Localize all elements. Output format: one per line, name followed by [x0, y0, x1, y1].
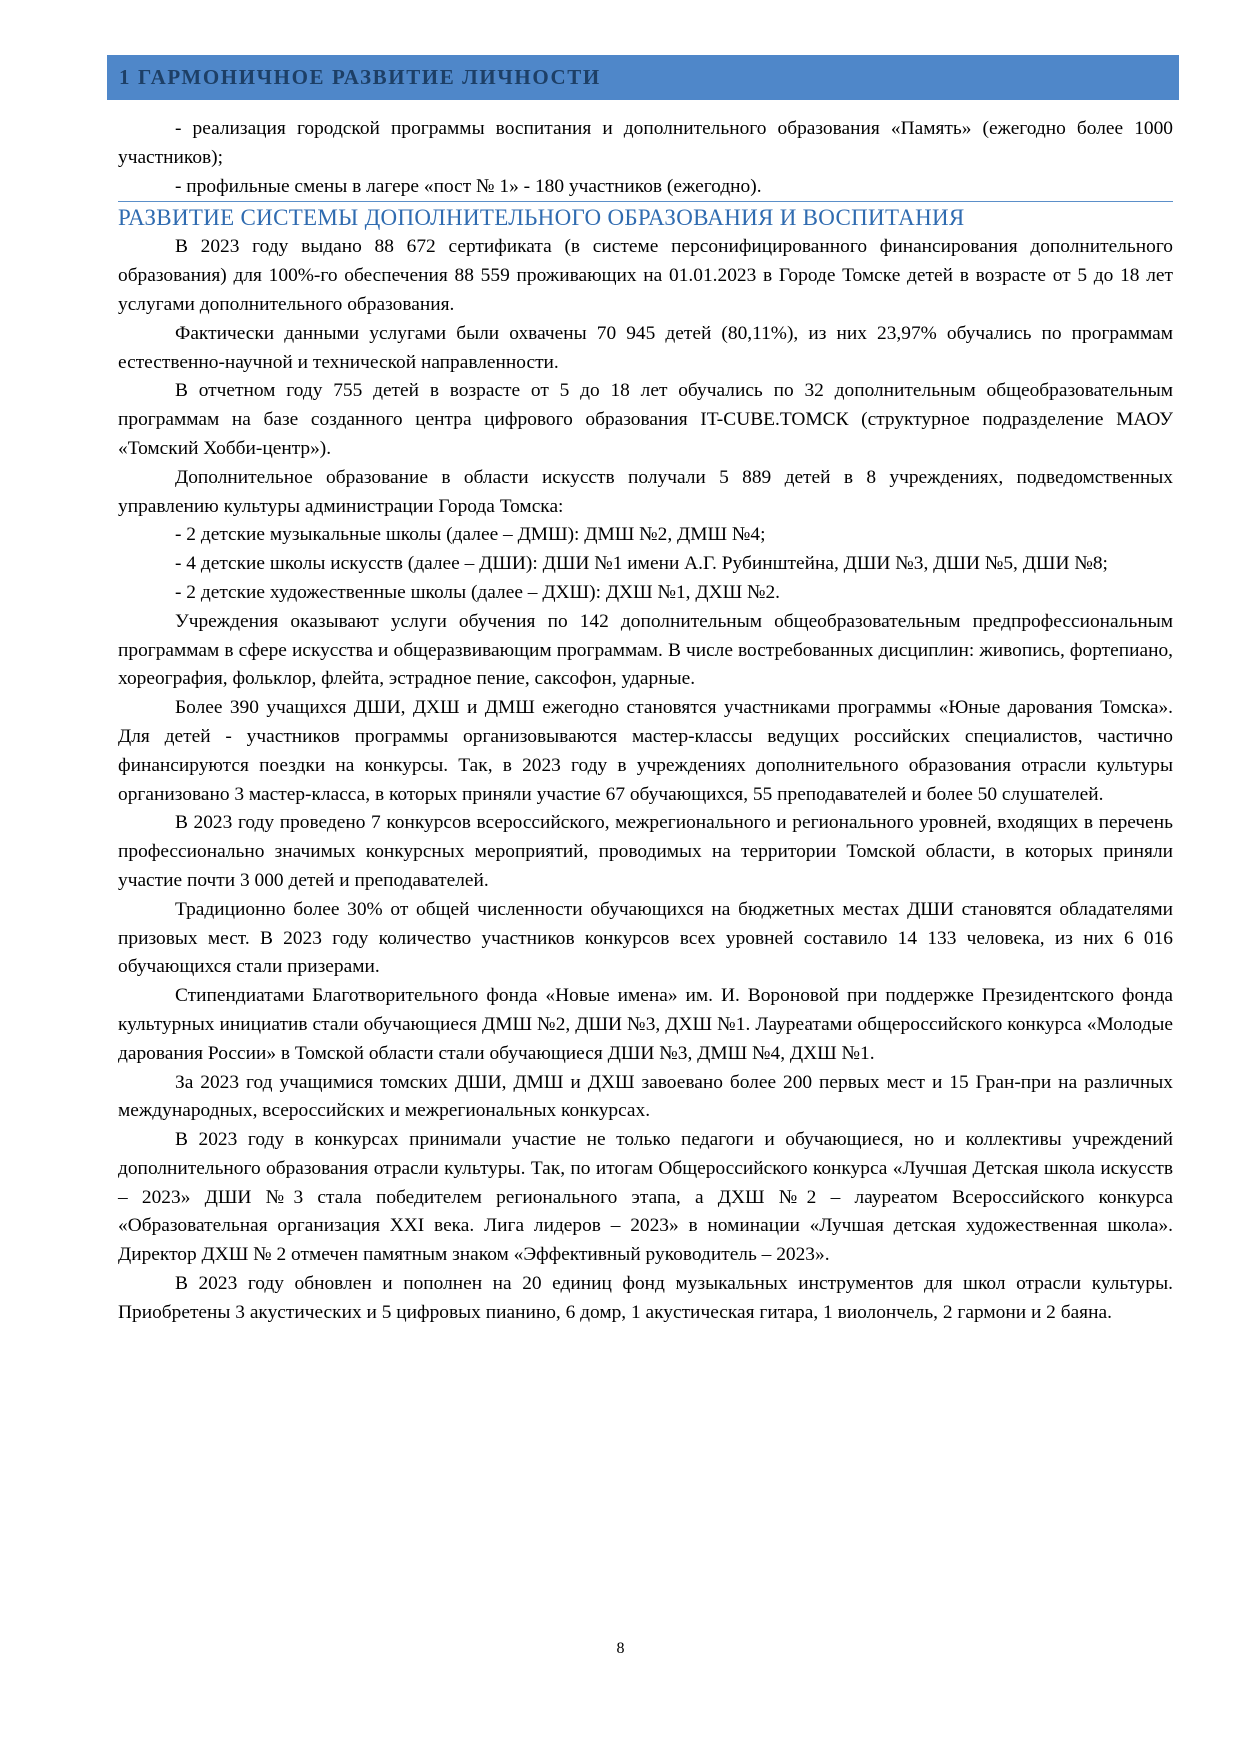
paragraph: В отчетном году 755 детей в возрасте от 5 до 18 лет обучались по 32 дополнительным общеобразовательным программам на базе созданного центра цифрового образования IT-CUBE.ТОМСК (структурное подразделение МАОУ «Томский Хобби-центр»). [118, 380, 1173, 459]
intro-item: - профильные смены в лагере «пост № 1» - 180 участников (ежегодно). [175, 175, 762, 197]
paragraph: Фактически данными услугами были охвачены 70 945 детей (80,11%), из них 23,97% обучались по программам естественно-научной и технической направленности. [118, 322, 1173, 373]
section-divider [118, 201, 1173, 202]
paragraph: Дополнительное образование в области искусств получали 5 889 детей в 8 учреждениях, подведомственных управлению культуры администрации Города Томска: [118, 466, 1173, 517]
paragraph: За 2023 год учащимися томских ДШИ, ДМШ и ДХШ завоевано более 200 первых мест и 15 Гран-при на различных международных, всероссийских и межрегиональных конкурсах. [118, 1071, 1173, 1122]
chapter-header-bar [107, 55, 1179, 100]
paragraph: В 2023 году выдано 88 672 сертификата (в системе персонифицированного финансирования дополнительного образования) для 100%-го обеспечения 88 559 проживающих на 01.01.2023 в Городе Томске детей в возрасте от 5 до 18 лет услугами дополнительного образования. [118, 236, 1173, 315]
paragraph: Традиционно более 30% от общей численности обучающихся на бюджетных местах ДШИ становятся обладателями призовых мест. В 2023 году количество участников конкурсов всех уровней составило 14 133 человека, из них 6 016 обучающихся стали призерами. [118, 898, 1173, 978]
chapter-title: 1 ГАРМОНИЧНОЕ РАЗВИТИЕ ЛИЧНОСТИ [119, 65, 601, 89]
paragraph: Учреждения оказывают услуги обучения по 142 дополнительным общеобразовательным предпрофессиональным программам в сфере искусства и общеразвивающим программам. В числе востребованных дисциплин: живопись, фортепиано, хореография, фольклор, флейта, эстрадное пение, саксофон, ударные. [118, 610, 1173, 690]
paragraph: Стипендиатами Благотворительного фонда «Новые имена» им. И. Вороновой при поддержке Президентского фонда культурных инициатив стали обучающиеся ДМШ №2, ДШИ №3, ДХШ №1. Лауреатами общероссийского конкурса «Молодые дарования России» в Томской области стали обучающиеся ДШИ №3, ДМШ №4, ДХШ №1. [118, 985, 1173, 1064]
paragraph: В 2023 году обновлен и пополнен на 20 единиц фонд музыкальных инструментов для школ отрасли культуры. Приобретены 3 акустических и 5 цифровых пианино, 6 домр, 1 акустическая гитара, 1 виолончель, 2 гармони и 2 баяна. [118, 1273, 1173, 1323]
page-number: 8 [616, 1640, 625, 1657]
list-item: - 2 детские художественные школы (далее – ДХШ): ДХШ №1, ДХШ №2. [175, 581, 781, 603]
paragraph: В 2023 году в конкурсах принимали участие не только педагоги и обучающиеся, но и коллективы учреждений дополнительного образования отрасли культуры. Так, по итогам Общероссийского конкурса «Лучшая Детская школа искусств – 2023» ДШИ №3 стала победителем регионального этапа, а ДХШ №2 – лауреатом Всероссийского конкурса «Образовательная организация XXI века. Лига лидеров – 2023» в номинации «Лучшая детская художественная школа». Директор ДХШ № 2 отмечен памятным знаком «Эффективный руководитель – 2023». [118, 1129, 1173, 1266]
section-heading: РАЗВИТИЕ СИСТЕМЫ ДОПОЛНИТЕЛЬНОГО ОБРАЗОВАНИЯ И ВОСПИТАНИЯ [118, 205, 965, 231]
page-content [118, 115, 1173, 1328]
paragraph: Более 390 учащихся ДШИ, ДХШ и ДМШ ежегодно становятся участниками программы «Юные дарования Томска». Для детей - участников программы организовываются мастер-классы ведущих российских специалистов, частично финансируются поездки на конкурсы. Так, в 2023 году в учреждениях дополнительного образования отрасли культуры организовано 3 мастер-класса, в которых приняли участие 67 обучающихся, 55 преподавателей и более 50 слушателей. [118, 697, 1173, 805]
intro-item: - реализация городской программы воспитания и дополнительного образования «Память» (ежегодно более 1000 участников); [118, 118, 1173, 168]
paragraph: В 2023 году проведено 7 конкурсов всероссийского, межрегионального и регионального уровней, входящих в перечень профессионально значимых конкурсных мероприятий, проводимых на территории Томской области, в которых приняли участие почти 3 000 детей и преподавателей. [118, 812, 1173, 891]
list-item: - 2 детские музыкальные школы (далее – ДМШ): ДМШ №2, ДМШ №4; [175, 524, 766, 546]
list-item: - 4 детские школы искусств (далее – ДШИ): ДШИ №1 имени А.Г. Рубинштейна, ДШИ №3, ДШИ №5, ДШИ №8; [175, 553, 1108, 575]
